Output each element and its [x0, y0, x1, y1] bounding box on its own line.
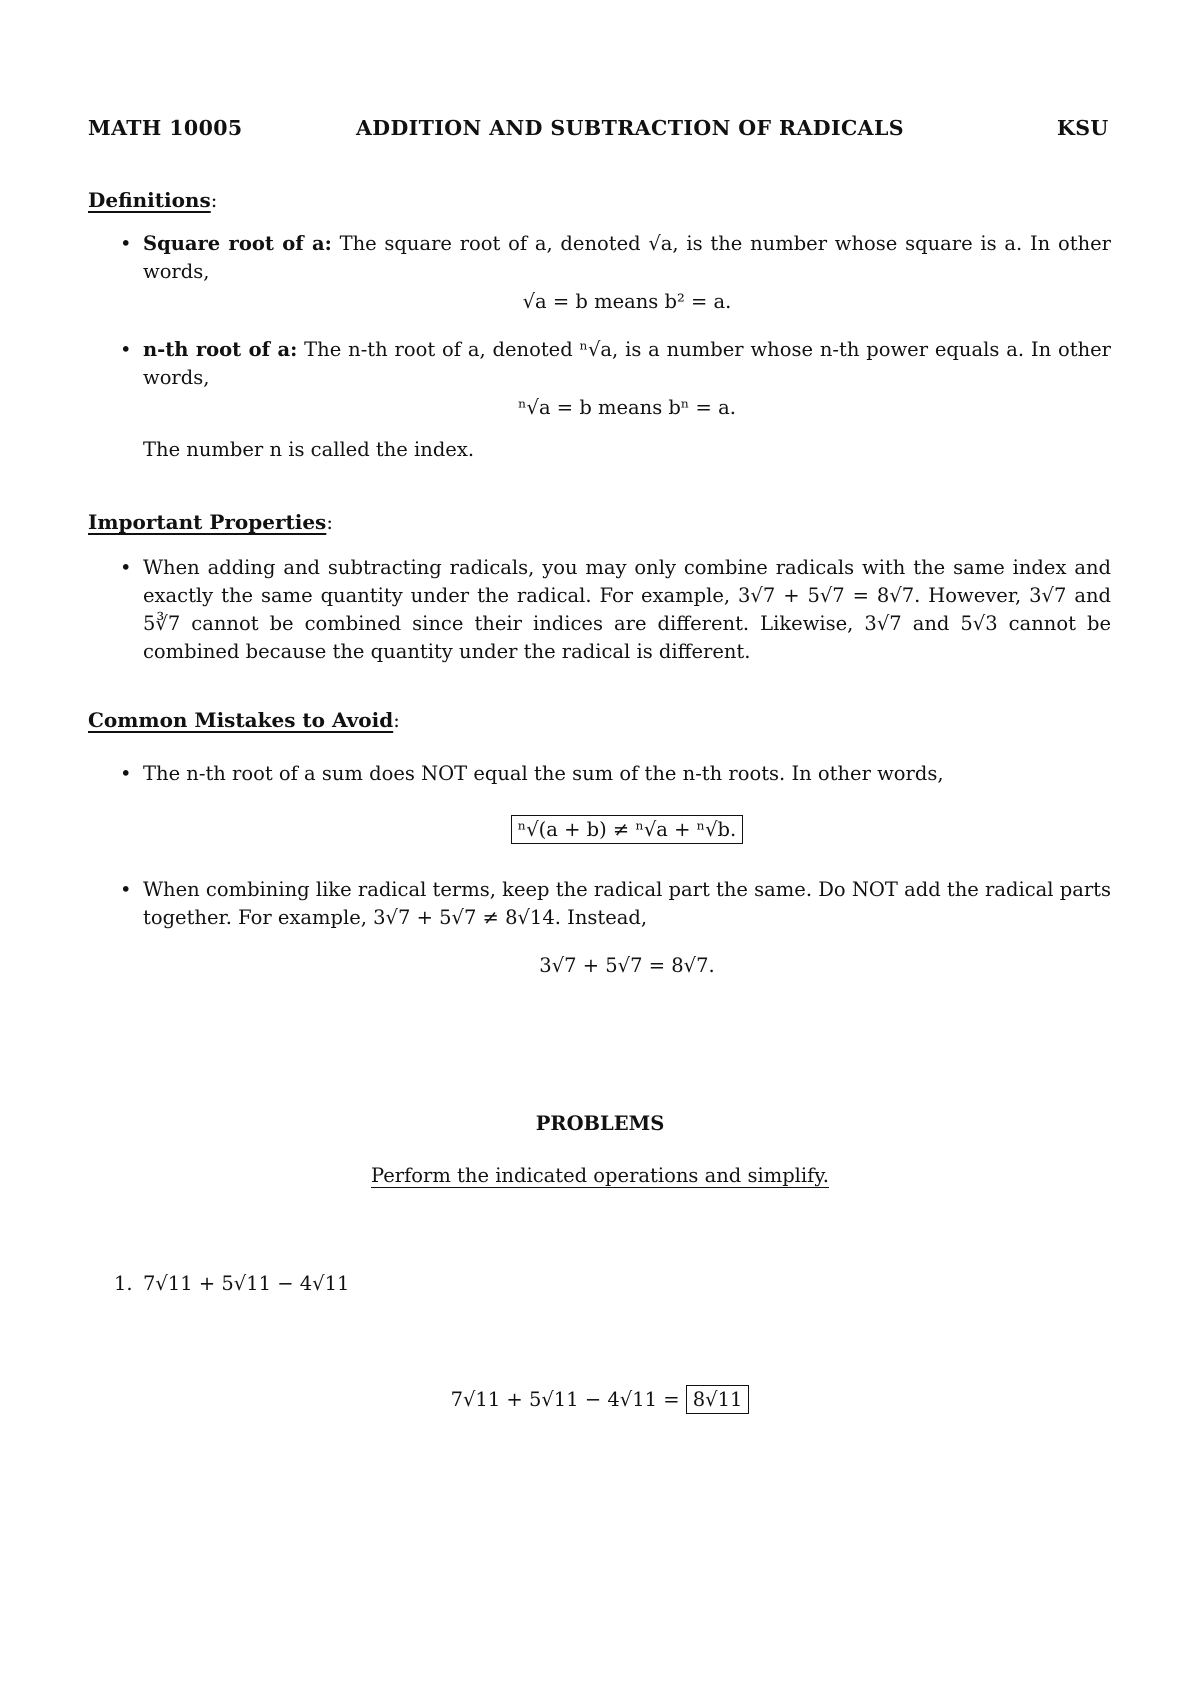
definitions-heading: Definitions: [88, 188, 218, 212]
mistakes-heading: Common Mistakes to Avoid: [88, 708, 400, 732]
problem-1-expression: 7√11 + 5√11 − 4√11 [143, 1272, 350, 1295]
nth-root-formula: ⁿ√a = b means bⁿ = a. [518, 396, 736, 419]
bullet-icon: • [120, 232, 132, 255]
problem-1-answer: 8√11 [686, 1385, 750, 1414]
mistake-item-1: The n-th root of a sum does NOT equal the sum of the n-th roots. In other words, [143, 762, 944, 785]
properties-item: When adding and subtracting radicals, you may only combine radicals with the same index and exactly the same quantity under the radical. For example, 3√7 + 5√7 = 8√7. However, 3√7 and 5∛7 cannot be combined since their indices are different. Likewise, 3√7 and 5√3 cannot be combined because the quantity under the radical is different. [143, 556, 1111, 663]
page-title: ADDITION AND SUBTRACTION OF RADICALS [356, 116, 904, 140]
mistake-formula-1-wrapper [143, 816, 1111, 844]
bullet-icon: • [120, 556, 132, 579]
square-root-formula: √a = b means b² = a. [522, 290, 732, 313]
school-name: KSU [1057, 116, 1109, 140]
mistakes-title: Common Mistakes to Avoid [88, 708, 394, 732]
problems-instruction-wrapper [0, 1162, 1200, 1190]
mistake-item-2: When combining like radical terms, keep the radical part the same. Do NOT add the radical parts together. For example, 3√7 + 5√7 ≠ 8√14. Instead, [143, 878, 1111, 929]
definitions-title: Definitions [88, 188, 211, 212]
mistake-formula-1: ⁿ√(a + b) ≠ ⁿ√a + ⁿ√b. [511, 815, 743, 844]
problem-1-solution [0, 1386, 1200, 1414]
bullet-icon: • [120, 338, 132, 361]
course-number: MATH 10005 [88, 116, 243, 140]
bullet-icon: • [120, 762, 132, 785]
square-root-text: The square root of a, denoted √a, is the number whose square is a. In other words, [143, 232, 1111, 283]
problem-1-solution-text: 7√11 + 5√11 − 4√11 = [450, 1388, 680, 1411]
problems-instruction: Perform the indicated operations and simplify. [370, 1164, 829, 1187]
square-root-definition [143, 230, 1111, 286]
nth-root-definition [143, 336, 1111, 392]
mistake-formula-2: 3√7 + 5√7 = 8√7. [539, 954, 715, 977]
index-note: The number n is called the index. [143, 438, 475, 461]
bullet-icon: • [120, 878, 132, 901]
problems-title: PROBLEMS [535, 1112, 665, 1135]
nth-root-term: n-th root of a: [143, 338, 298, 361]
square-root-term: Square root of a: [143, 232, 332, 255]
properties-heading: Important Properties: [88, 510, 333, 534]
nth-root-text: The n-th root of a, denoted ⁿ√a, is a number whose n-th power equals a. In other words, [143, 338, 1111, 389]
problem-1-number: 1. [114, 1272, 133, 1295]
properties-title: Important Properties [88, 510, 327, 534]
